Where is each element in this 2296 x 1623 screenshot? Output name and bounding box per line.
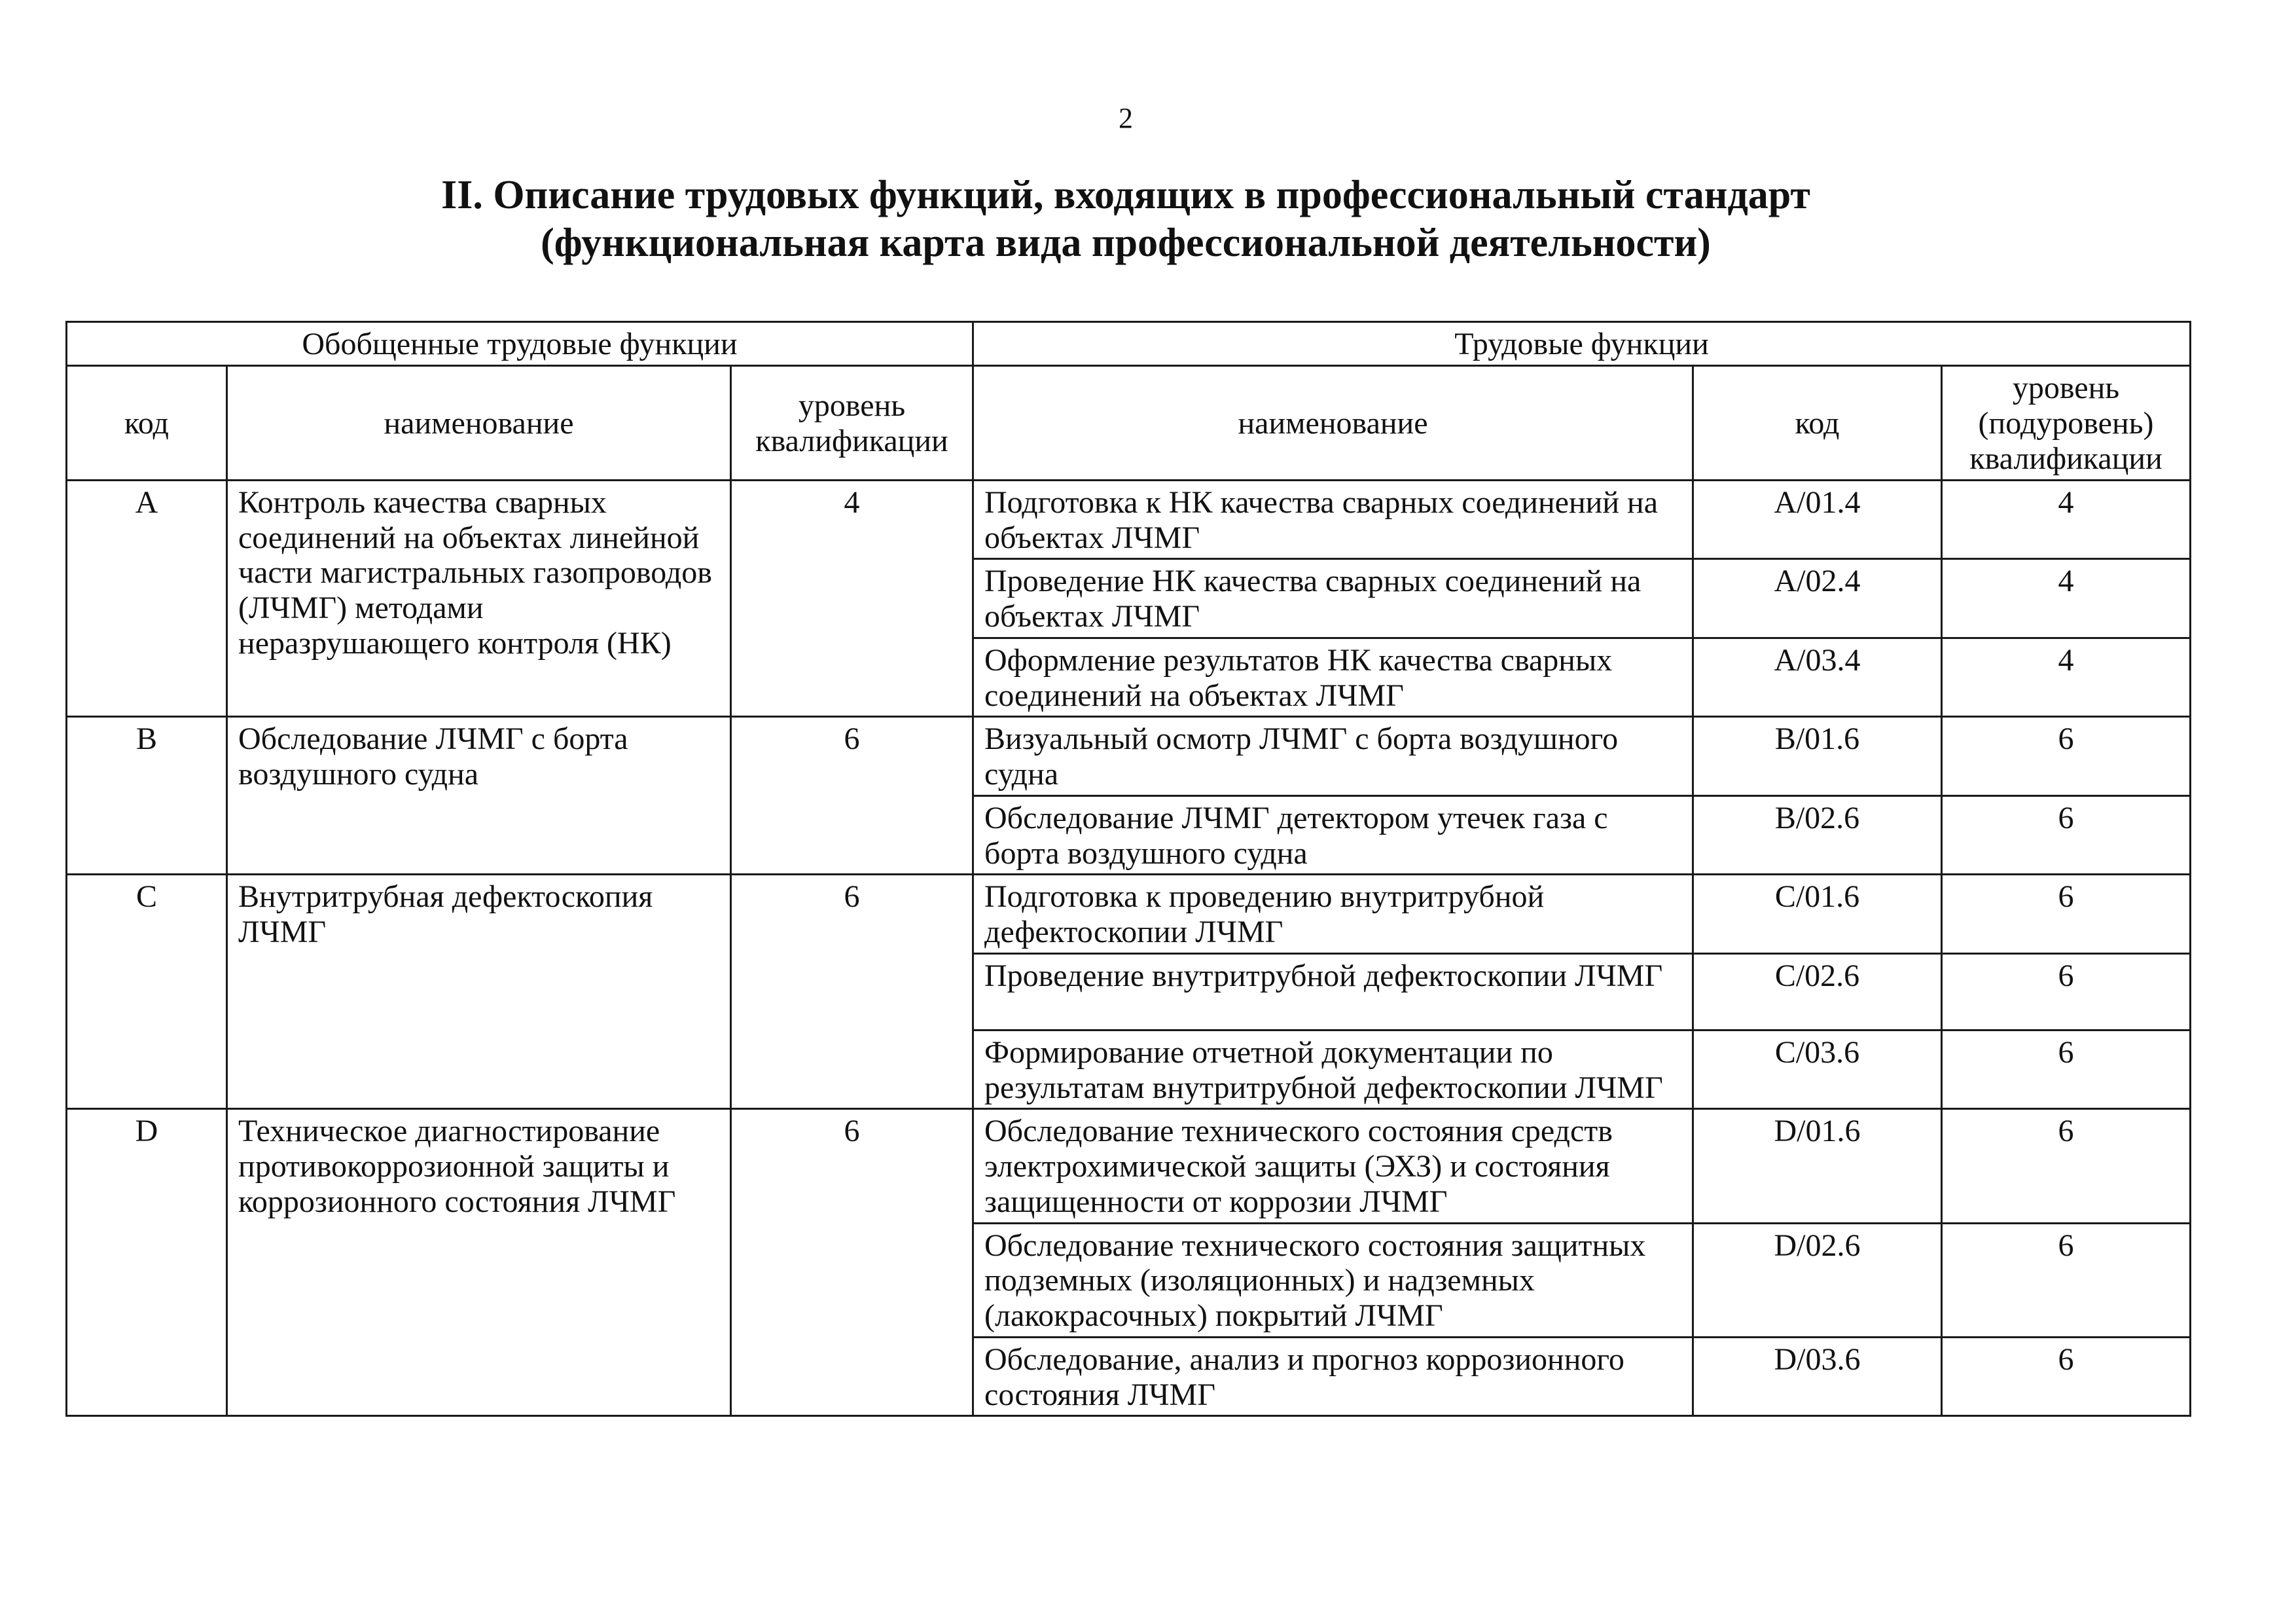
gen-level-c: 6 <box>731 875 973 1109</box>
fn-code: D/03.6 <box>1693 1337 1942 1416</box>
header-fn-level: уровень (подуровень) квалификации <box>1942 365 2191 480</box>
header-fn-code: код <box>1693 365 1942 480</box>
fn-name: Проведение внутритрубной дефектоскопии ЛЧМГ <box>973 953 1693 1030</box>
header-labor-functions: Трудовые функции <box>973 322 2191 366</box>
gen-name-c: Внутритрубная дефектоскопия ЛЧМГ <box>227 875 731 1109</box>
header-fn-name: наименование <box>973 365 1693 480</box>
fn-level: 4 <box>1942 559 2191 638</box>
gen-code-b: B <box>67 717 227 875</box>
header-gen-name: наименование <box>227 365 731 480</box>
fn-code: B/02.6 <box>1693 795 1942 875</box>
fn-code: C/02.6 <box>1693 953 1942 1030</box>
fn-level: 4 <box>1942 480 2191 559</box>
fn-level: 4 <box>1942 638 2191 717</box>
gen-name-d: Техническое диагностирование противокоррозионной защиты и коррозионного состояния ЛЧМГ <box>227 1109 731 1416</box>
fn-name: Формирование отчетной документации по результатам внутритрубной дефектоскопии ЛЧМГ <box>973 1030 1693 1109</box>
fn-code: C/01.6 <box>1693 875 1942 954</box>
fn-level: 6 <box>1942 953 2191 1030</box>
fn-code: A/03.4 <box>1693 638 1942 717</box>
page-title <box>0 172 2251 267</box>
gen-level-b: 6 <box>731 717 973 875</box>
gen-code-a: A <box>67 480 227 717</box>
gen-name-b: Обследование ЛЧМГ с борта воздушного судна <box>227 717 731 875</box>
fn-code: D/01.6 <box>1693 1109 1942 1223</box>
table-row <box>67 480 2191 559</box>
header-gen-level: уровень квалификации <box>731 365 973 480</box>
page-number: 2 <box>1119 102 1133 134</box>
fn-level: 6 <box>1942 795 2191 875</box>
fn-level: 6 <box>1942 1223 2191 1337</box>
fn-code: C/03.6 <box>1693 1030 1942 1109</box>
fn-name: Обследование технического состояния защитных подземных (изоляционных) и надземных (лакокрасочных) покрытий ЛЧМГ <box>973 1223 1693 1337</box>
fn-name: Обследование, анализ и прогноз коррозионного состояния ЛЧМГ <box>973 1337 1693 1416</box>
header-gen-code: код <box>67 365 227 480</box>
fn-name: Визуальный осмотр ЛЧМГ с борта воздушного судна <box>973 717 1693 796</box>
fn-code: A/01.4 <box>1693 480 1942 559</box>
title-line-1: II. Описание трудовых функций, входящих в профессиональный стандарт <box>441 173 1810 217</box>
fn-name: Подготовка к НК качества сварных соединений на объектах ЛЧМГ <box>973 480 1693 559</box>
fn-level: 6 <box>1942 1109 2191 1223</box>
fn-name: Подготовка к проведению внутритрубной дефектоскопии ЛЧМГ <box>973 875 1693 954</box>
table-row <box>67 1109 2191 1223</box>
fn-name: Проведение НК качества сварных соединений на объектах ЛЧМГ <box>973 559 1693 638</box>
gen-code-d: D <box>67 1109 227 1416</box>
gen-level-a: 4 <box>731 480 973 717</box>
gen-name-a: Контроль качества сварных соединений на объектах линейной части магистральных газопроводов (ЛЧМГ) методами неразрушающего контроля (НК) <box>227 480 731 717</box>
table-row <box>67 717 2191 796</box>
fn-name: Обследование ЛЧМГ детектором утечек газа с борта воздушного судна <box>973 795 1693 875</box>
title-line-2: (функциональная карта вида профессиональной деятельности) <box>541 221 1711 266</box>
fn-level: 6 <box>1942 1337 2191 1416</box>
fn-name: Обследование технического состояния средств электрохимической защиты (ЭХЗ) и состояния защищенности от коррозии ЛЧМГ <box>973 1109 1693 1223</box>
fn-code: D/02.6 <box>1693 1223 1942 1337</box>
header-generalized-functions: Обобщенные трудовые функции <box>67 322 973 366</box>
fn-code: B/01.6 <box>1693 717 1942 796</box>
fn-name: Оформление результатов НК качества сварных соединений на объектах ЛЧМГ <box>973 638 1693 717</box>
gen-code-c: C <box>67 875 227 1109</box>
fn-code: A/02.4 <box>1693 559 1942 638</box>
gen-level-d: 6 <box>731 1109 973 1416</box>
fn-level: 6 <box>1942 717 2191 796</box>
fn-level: 6 <box>1942 1030 2191 1109</box>
table-row <box>67 875 2191 954</box>
functional-map-table <box>65 321 2191 1417</box>
fn-level: 6 <box>1942 875 2191 954</box>
